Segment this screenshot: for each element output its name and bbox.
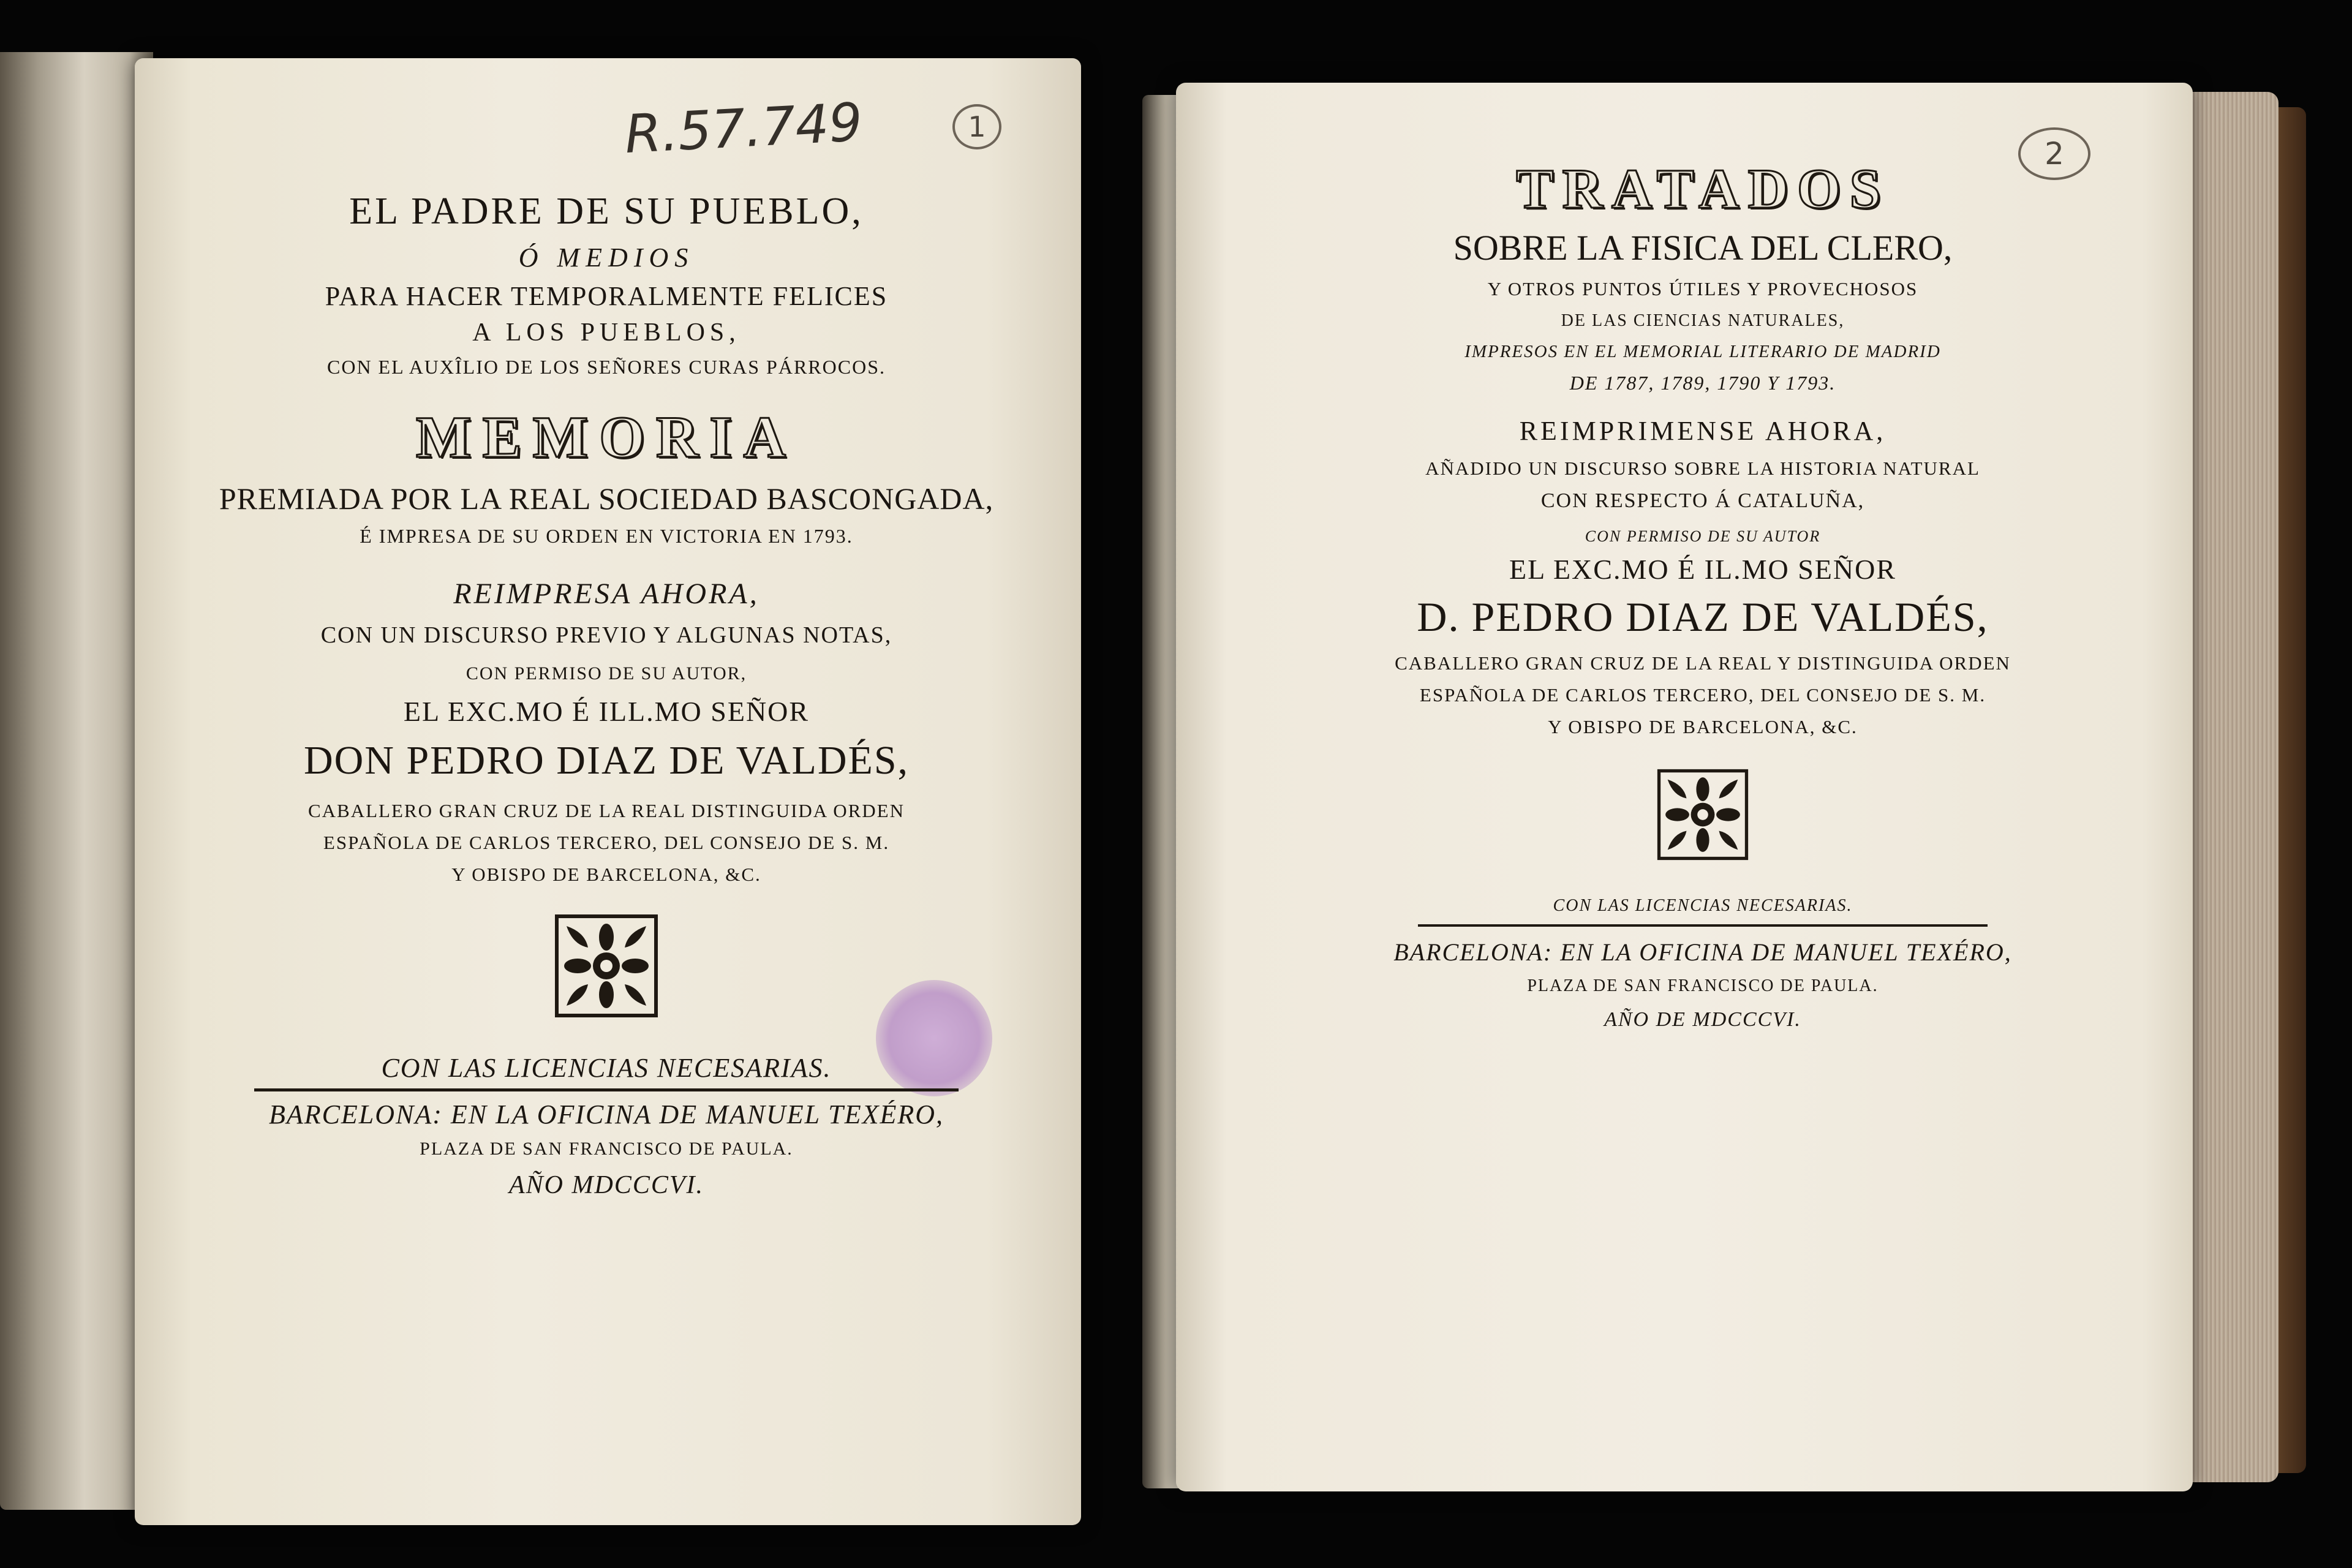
anadido-line-2: CON RESPECTO Á CATALUÑA, [1540,489,1865,512]
left-title-page [190,92,1023,1200]
memoria-heading: MEMORIA [416,404,797,470]
subtitle-auxilio: CON EL AUXÎLIO DE LOS SEÑORES CURAS PÁRROCOS. [326,356,886,378]
subtitle-pueblos: A LOS PUEBLOS, [472,318,741,347]
anadido-line-1: AÑADIDO UN DISCURSO SOBRE LA HISTORIA NATURAL [1425,458,1980,479]
discurso-line: CON UN DISCURSO PREVIO Y ALGUNAS NOTAS, [320,622,892,648]
excmo-line: EL EXC.MO É IL.MO SEÑOR [1509,554,1897,585]
permiso-line: CON PERMISO DE SU AUTOR [1585,527,1821,545]
permiso-line: CON PERMISO DE SU AUTOR, [466,663,747,684]
title: EL PADRE DE SU PUEBLO, [349,190,864,232]
excmo-line: EL EXC.MO É ILL.MO SEÑOR [403,696,810,727]
caballero-line-2: ESPAÑOLA DE CARLOS TERCERO, DEL CONSEJO DE S. M. [323,832,890,853]
plaza-line: PLAZA DE SAN FRANCISCO DE PAULA. [420,1139,793,1159]
caballero-line-1: CABALLERO GRAN CRUZ DE LA REAL Y DISTINGUIDA ORDEN [1395,652,2011,674]
subtitle-fisica: SOBRE LA FISICA DEL CLERO, [1453,228,1953,268]
imprenta-line: BARCELONA: EN LA OFICINA DE MANUEL TEXÉRO, [268,1099,944,1129]
licencias-line: CON LAS LICENCIAS NECESARIAS. [1553,896,1853,915]
impresa-line: É IMPRESA DE SU ORDEN EN VICTORIA EN 1793. [360,525,853,547]
subtitle-ciencias: DE LAS CIENCIAS NATURALES, [1561,311,1845,330]
rule [254,1088,959,1091]
left-page-gutter [0,52,153,1510]
printer-ornament [1657,769,1749,861]
impresos-line-2: DE 1787, 1789, 1790 Y 1793. [1569,372,1836,394]
premiada-line: PREMIADA POR LA REAL SOCIEDAD BASCONGADA, [219,481,994,516]
book-fore-edge [2187,92,2278,1482]
right-title-page [1256,156,2150,1031]
anio-line: AÑO MDCCCVI. [509,1171,704,1199]
licencias-line: CON LAS LICENCIAS NECESARIAS. [381,1053,832,1083]
rule [1418,924,1988,927]
subtitle-puntos: Y OTROS PUNTOS ÚTILES Y PROVECHOSOS [1487,278,1918,300]
reimpresa-line: REIMPRESA AHORA, [453,578,760,610]
manuscript-shelfmark: R.57.749 [623,91,864,166]
impresos-line-1: IMPRESOS EN EL MEMORIAL LITERARIO DE MADRID [1464,342,1941,361]
right-book [1142,49,2328,1525]
caballero-line-2: ESPAÑOLA DE CARLOS TERCERO, DEL CONSEJO DE S. M. [1419,684,1986,706]
caballero-line-3: Y OBISPO DE BARCELONA, &C. [451,864,761,885]
left-book [0,0,1096,1544]
title: TRATADOS [1516,157,1890,220]
anio-line: AÑO DE MDCCCVI. [1604,1008,1801,1031]
page-number-circled: 2 [2018,127,2090,180]
caballero-line-1: CABALLERO GRAN CRUZ DE LA REAL DISTINGUIDA ORDEN [307,800,905,821]
caballero-line-3: Y OBISPO DE BARCELONA, &C. [1548,716,1858,737]
plaza-line: PLAZA DE SAN FRANCISCO DE PAULA. [1527,976,1879,995]
author-name: DON PEDRO DIAZ DE VALDÉS, [303,738,910,783]
subtitle-medios: Ó MEDIOS [518,243,695,273]
imprenta-line: BARCELONA: EN LA OFICINA DE MANUEL TEXÉRO, [1393,938,2012,966]
page-number-circled: 1 [952,104,1001,149]
subtitle-felices: PARA HACER TEMPORALMENTE FELICES [325,281,888,311]
printer-ornament [554,914,658,1018]
reimprimense-line: REIMPRIMENSE AHORA, [1519,416,1887,446]
author-name: D. PEDRO DIAZ DE VALDÉS, [1417,594,1989,640]
